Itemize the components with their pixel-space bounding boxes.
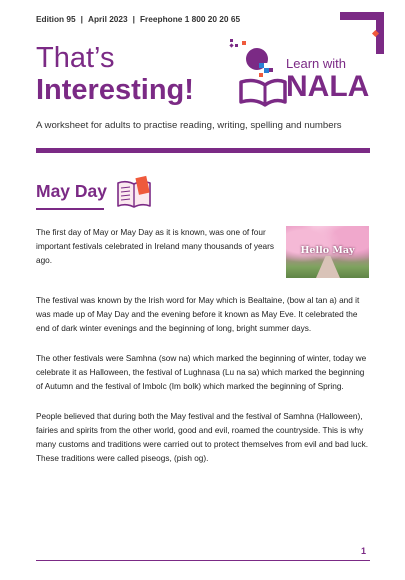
- header-divider: [36, 148, 370, 153]
- edition-line: [36, 14, 240, 24]
- freephone-number: Freephone 1 800 20 20 65: [139, 14, 241, 24]
- footer-divider: [36, 560, 370, 561]
- issue-date: April 2023: [87, 14, 128, 24]
- title-line-1: That’s: [36, 42, 115, 74]
- title-line-2: Interesting!: [36, 74, 194, 106]
- paragraph: The first day of May or May Day as it is known, was one of four important festivals celebrated in Ireland many thousands of years ago.: [36, 228, 275, 266]
- logo-text-learn-with: Learn with: [286, 56, 346, 71]
- hello-may-photo: [286, 226, 369, 278]
- separator: |: [80, 14, 83, 24]
- logo-text-nala: NALA: [286, 70, 370, 103]
- paragraph: The other festivals were Samhna (sow na) which marked the beginning of winter, today we celebrate it as Halloween, the festival of Lughnasa (Lu na sa) which marked the beginning of Autumn and the festival of Imbolc (Im bolk) which marked the beginning of Spring.: [36, 354, 367, 392]
- page-number: 1: [361, 546, 367, 556]
- worksheet-subtitle: A worksheet for adults to practise reading, writing, spelling and numbers: [36, 120, 342, 131]
- article-heading: May Day: [36, 181, 108, 201]
- photo-caption: Hello May: [300, 245, 355, 256]
- separator: |: [132, 14, 135, 24]
- open-book-icon: [116, 174, 152, 210]
- heading-underline: [36, 208, 104, 210]
- garden-path: [316, 256, 340, 278]
- paragraph: People believed that during both the May festival and the festival of Samhna (Halloween), fairies and spirits from the other world, good and evil, roamed the countryside. This is why many customs and traditions were carried out to protect themselves from evil and bad luck. These traditions were called piseogs, (pish og).: [36, 412, 368, 464]
- paragraph: The festival was known by the Irish word for May which is Bealtaine, (bow al tan a) and it was made up of May Day and the evening before it known as May Eve. It celebrated the end of dark winter evenings and the beginning of long, bright summer days.: [36, 296, 360, 334]
- edition-number: Edition 95: [36, 14, 76, 24]
